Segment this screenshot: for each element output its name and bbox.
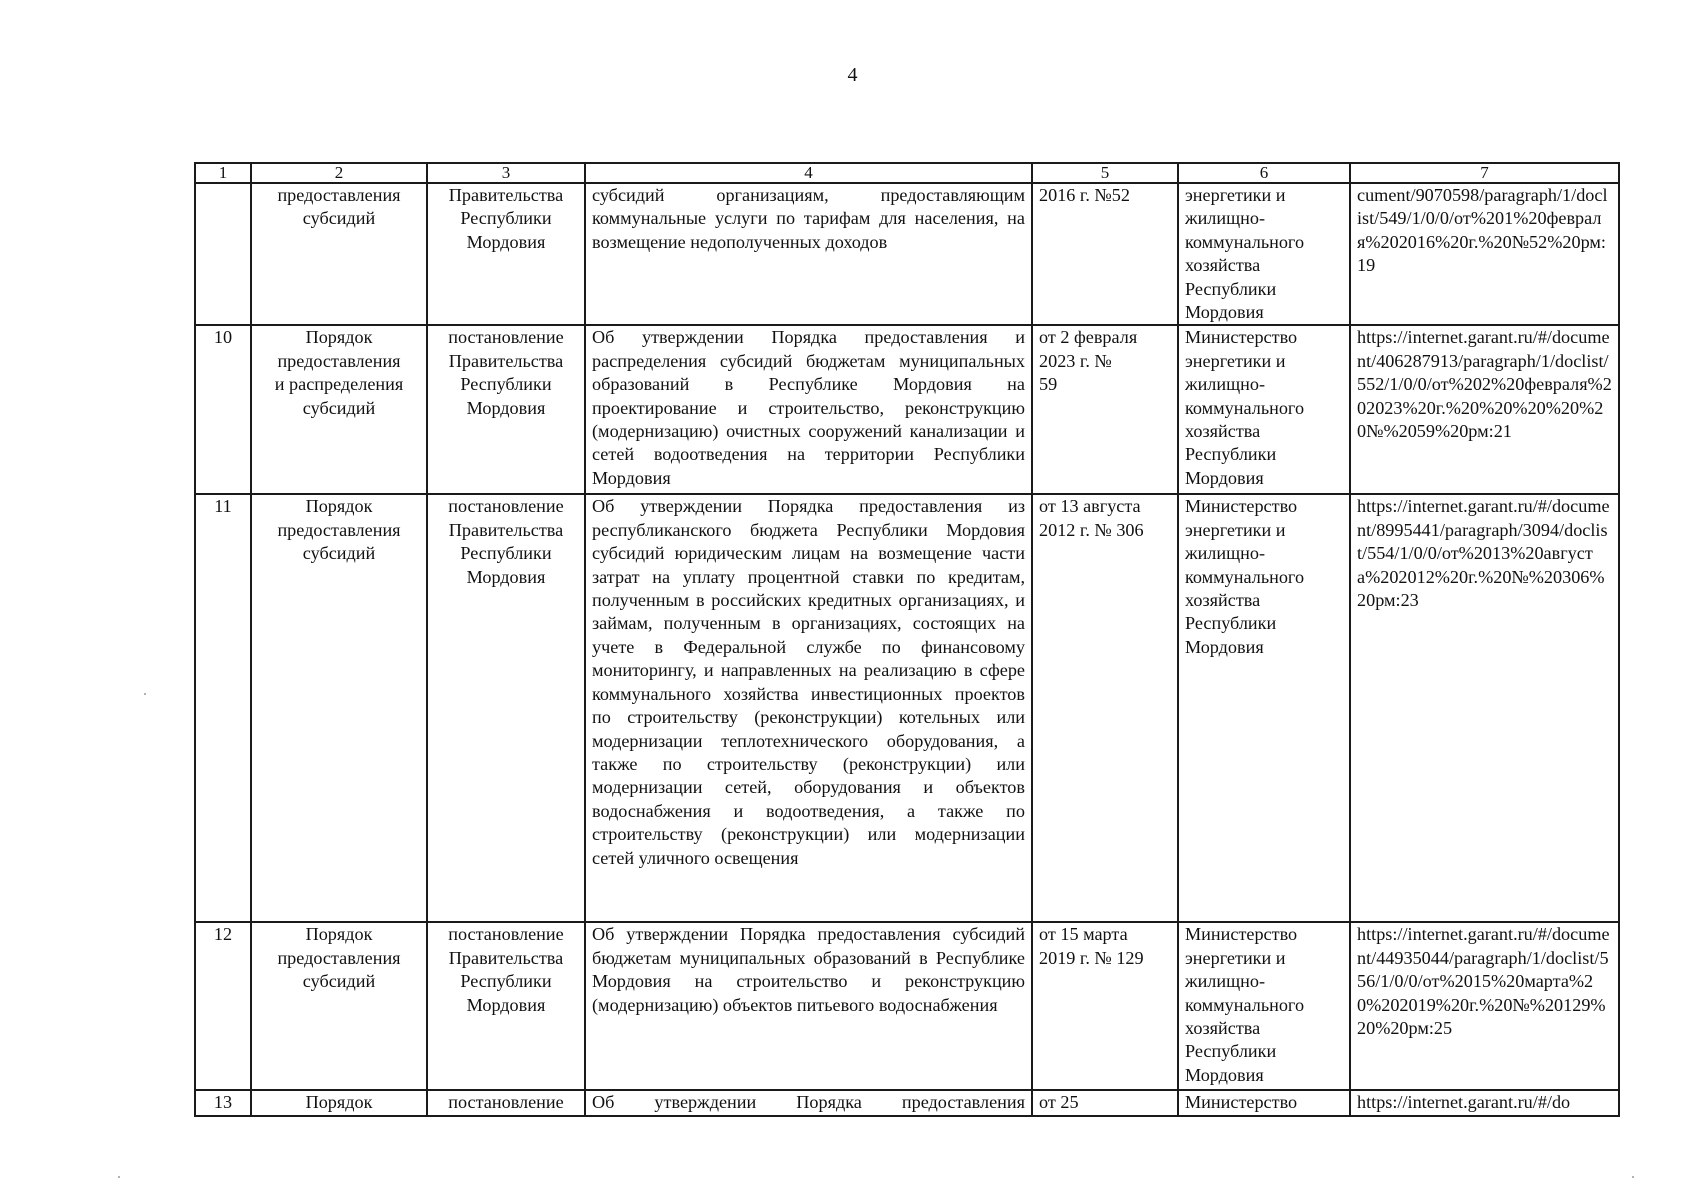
authority-cell: Министерство энергетики и жилищно- коммунального хозяйства Республики Мордовия [1178, 494, 1350, 922]
column-number-header-row [195, 163, 1619, 183]
act-type-cell: постановление Правительства Республики Мордовия [427, 494, 585, 922]
scan-speck [118, 1176, 120, 1178]
garant-link-cell: https://internet.garant.ru/#/document/8995441/paragraph/3094/doclist/554/1/0/0/от%2013%20августа%202012%20г.%20№%20306%20рм:23 [1350, 494, 1619, 922]
column-number-cell: 3 [427, 163, 585, 183]
document-name-cell: Порядок предоставления субсидий [251, 494, 427, 922]
authority-cell: Министерство [1178, 1090, 1350, 1115]
authority-cell: энергетики и жилищно- коммунального хозяйства Республики Мордовия [1178, 183, 1350, 325]
act-date-cell: от 2 февраля 2023 г. № 59 [1032, 325, 1178, 494]
act-type-cell: Правительства Республики Мордовия [427, 183, 585, 325]
act-date-cell: от 15 марта 2019 г. № 129 [1032, 922, 1178, 1090]
garant-link-cell: https://internet.garant.ru/#/document/406287913/paragraph/1/doclist/552/1/0/0/от%202%20февраля%202023%20г.%20%20%20%20%20№%2059%20рм:21 [1350, 325, 1619, 494]
column-number-cell: 4 [585, 163, 1032, 183]
scan-speck [144, 693, 146, 695]
row-number-cell [195, 183, 251, 325]
scan-speck [1632, 1176, 1634, 1178]
garant-link-cell: https://internet.garant.ru/#/do [1350, 1090, 1619, 1115]
act-type-cell: постановление Правительства Республики Мордовия [427, 325, 585, 494]
subsidy-acts-table [194, 162, 1620, 1117]
act-title-cell: Об утверждении Порядка предоставления из республиканского бюджета Республики Мордовия субсидий юридическим лицам на возмещение части затрат на уплату процентной ставки по кредитам, полученным в российских кредитных организациях, и займам, полученным в организациях, состоящих на учете в Федеральной службе по финансовому мониторингу, и направленных на реализацию в сфере коммунального хозяйства инвестиционных проектов по строительству (реконструкции) котельных или модернизации теплотехнического оборудования, а также по строительству (реконструкции) или модернизации сетей, оборудования и объектов водоснабжения и водоотведения, а также по строительству (реконструкции) или модернизации сетей уличного освещения [585, 494, 1032, 922]
column-number-cell: 2 [251, 163, 427, 183]
column-number-cell: 7 [1350, 163, 1619, 183]
column-number-cell: 1 [195, 163, 251, 183]
act-title-cell: субсидий организациям, предоставляющим коммунальные услуги по тарифам для населения, на возмещение недополученных доходов [585, 183, 1032, 325]
garant-link-cell: cument/9070598/paragraph/1/doclist/549/1/0/0/от%201%20февраля%202016%20г.%20№52%20рм:19 [1350, 183, 1619, 325]
table-row [195, 183, 1619, 325]
act-title-cell: Об утверждении Порядка предоставления [585, 1090, 1032, 1115]
document-name-cell: Порядок предоставления субсидий [251, 922, 427, 1090]
page-number: 4 [847, 64, 858, 86]
document-name-cell: предоставления субсидий [251, 183, 427, 325]
column-number-cell: 6 [1178, 163, 1350, 183]
table-row [195, 922, 1619, 1090]
row-number-cell: 13 [195, 1090, 251, 1115]
act-date-cell: от 13 августа 2012 г. № 306 [1032, 494, 1178, 922]
garant-link-cell: https://internet.garant.ru/#/document/44935044/paragraph/1/doclist/556/1/0/0/от%2015%20марта%20%202019%20г.%20№%20129%20%20рм:25 [1350, 922, 1619, 1090]
act-type-cell: постановление Правительства Республики Мордовия [427, 922, 585, 1090]
table-row [195, 325, 1619, 494]
row-number-cell: 12 [195, 922, 251, 1090]
row-number-cell: 11 [195, 494, 251, 922]
row-number-cell: 10 [195, 325, 251, 494]
document-name-cell: Порядок предоставления и распределения субсидий [251, 325, 427, 494]
act-title-cell: Об утверждении Порядка предоставления субсидий бюджетам муниципальных образований в Республике Мордовия на строительство и реконструкцию (модернизацию) объектов питьевого водоснабжения [585, 922, 1032, 1090]
act-date-cell: от 25 [1032, 1090, 1178, 1115]
act-date-cell: 2016 г. №52 [1032, 183, 1178, 325]
table-row [195, 1090, 1619, 1115]
authority-cell: Министерство энергетики и жилищно- коммунального хозяйства Республики Мордовия [1178, 922, 1350, 1090]
act-title-cell: Об утверждении Порядка предоставления и распределения субсидий бюджетам муниципальных образований в Республике Мордовия на проектирование и строительство, реконструкцию (модернизацию) очистных сооружений канализации и сетей водоотведения на территории Республики Мордовия [585, 325, 1032, 494]
table-row [195, 494, 1619, 922]
authority-cell: Министерство энергетики и жилищно- коммунального хозяйства Республики Мордовия [1178, 325, 1350, 494]
document-name-cell: Порядок [251, 1090, 427, 1115]
column-number-cell: 5 [1032, 163, 1178, 183]
act-type-cell: постановление [427, 1090, 585, 1115]
